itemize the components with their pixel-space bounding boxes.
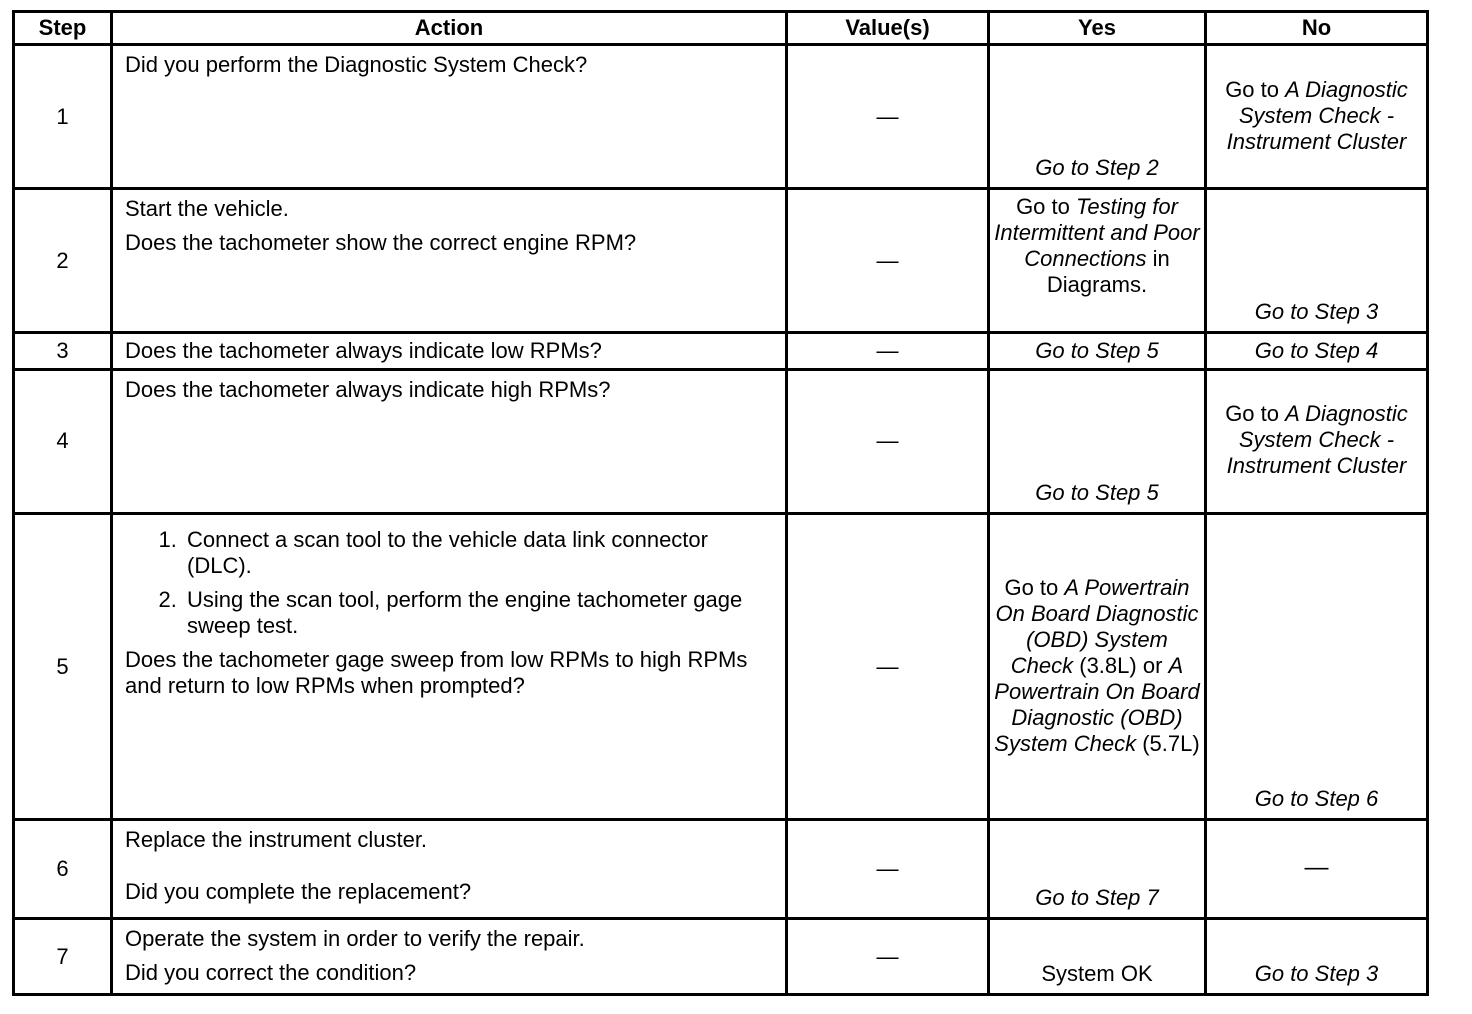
table-row (14, 45, 1428, 189)
table-row (14, 369, 1428, 513)
header-yes: Yes (989, 12, 1206, 45)
no-cell (1206, 513, 1428, 820)
no-link[interactable]: Go to Step 3 (1254, 299, 1379, 325)
value-cell: — (787, 369, 989, 513)
action-text: Replace the instrument cluster. (125, 827, 428, 853)
action-question: Did you correct the condition? (125, 960, 417, 986)
table-row (14, 333, 1428, 369)
action-question: Does the tachometer show the correct engine RPM? (125, 230, 637, 256)
value-cell: — (787, 333, 989, 369)
header-step: Step (14, 12, 112, 45)
yes-mid: (3.8L) or (1079, 652, 1163, 678)
no-prefix: Go to (1225, 76, 1279, 102)
no-cell (1206, 333, 1428, 369)
value-cell: — (787, 513, 989, 820)
procedure-list (125, 527, 775, 639)
no-link[interactable]: Go to Step 6 (1254, 786, 1379, 812)
yes-suffix: in Diagrams. (1046, 246, 1170, 298)
list-item: 2. Using the scan tool, perform the engine tachometer gage sweep test. (183, 587, 775, 639)
table-row (14, 919, 1428, 995)
no-prefix: Go to (1225, 401, 1279, 427)
table-row (14, 820, 1428, 919)
step-number: 3 (14, 333, 112, 369)
action-text: Does the tachometer always indicate high RPMs? (112, 369, 787, 513)
yes-suffix: (5.7L) (1142, 730, 1200, 756)
step-number: 1 (14, 45, 112, 189)
yes-cell (989, 189, 1206, 333)
no-link[interactable]: Go to Step 4 (1254, 338, 1379, 364)
no-link[interactable]: A Diagnostic System Check - Instrument Cluster (1226, 76, 1408, 154)
no-cell (1206, 369, 1428, 513)
action-cell (112, 513, 787, 820)
yes-link[interactable]: Go to Step 5 (1035, 479, 1159, 505)
no-cell (1206, 45, 1428, 189)
yes-prefix: Go to (1016, 194, 1070, 220)
value-cell: — (787, 45, 989, 189)
action-text: Operate the system in order to verify the repair. (125, 926, 585, 952)
yes-cell (989, 513, 1206, 820)
yes-cell (989, 369, 1206, 513)
no-link[interactable]: Go to Step 3 (1254, 961, 1379, 986)
header-values: Value(s) (787, 12, 989, 45)
yes-link[interactable]: Go to Step 5 (1035, 338, 1159, 364)
value-cell: — (787, 189, 989, 333)
yes-cell (989, 820, 1206, 919)
no-cell: — (1206, 820, 1428, 919)
action-question: Did you complete the replacement? (125, 879, 472, 905)
table-row (14, 513, 1428, 820)
yes-cell (989, 45, 1206, 189)
step-number: 5 (14, 513, 112, 820)
list-item: 1. Connect a scan tool to the vehicle data link connector (DLC). (183, 527, 775, 579)
step-number: 7 (14, 919, 112, 995)
action-cell (112, 189, 787, 333)
diagnostic-table-container (12, 10, 1426, 996)
action-question: Does the tachometer gage sweep from low RPMs to high RPMs and return to low RPMs when prompted? (125, 646, 748, 698)
step-number: 2 (14, 189, 112, 333)
step-number: 4 (14, 369, 112, 513)
action-text: Did you perform the Diagnostic System Check? (112, 45, 787, 189)
header-no: No (1206, 12, 1428, 45)
value-cell: — (787, 919, 989, 995)
table-row (14, 189, 1428, 333)
action-cell (112, 820, 787, 919)
spacer (125, 853, 775, 879)
header-row (14, 12, 1428, 45)
yes-cell: System OK (989, 919, 1206, 995)
no-cell (1206, 919, 1428, 995)
header-action: Action (112, 12, 787, 45)
yes-link[interactable]: Go to Step 7 (1035, 885, 1159, 911)
action-text: Start the vehicle. (125, 196, 289, 222)
action-cell (112, 919, 787, 995)
no-cell (1206, 189, 1428, 333)
yes-cell (989, 333, 1206, 369)
yes-prefix: Go to (1004, 574, 1059, 600)
yes-link[interactable]: A Powertrain On Board Diagnostic (OBD) System Check (995, 574, 1199, 678)
action-text: Does the tachometer always indicate low RPMs? (112, 333, 787, 369)
value-cell: — (787, 820, 989, 919)
diagnostic-table (12, 10, 1429, 996)
yes-link[interactable]: Testing for Intermittent and Poor Connections (994, 194, 1200, 272)
yes-link[interactable]: A Powertrain On Board Diagnostic (OBD) System Check (994, 652, 1200, 756)
step-number: 6 (14, 820, 112, 919)
yes-link[interactable]: Go to Step 2 (1035, 155, 1159, 181)
no-link[interactable]: A Diagnostic System Check - Instrument Cluster (1226, 401, 1408, 479)
